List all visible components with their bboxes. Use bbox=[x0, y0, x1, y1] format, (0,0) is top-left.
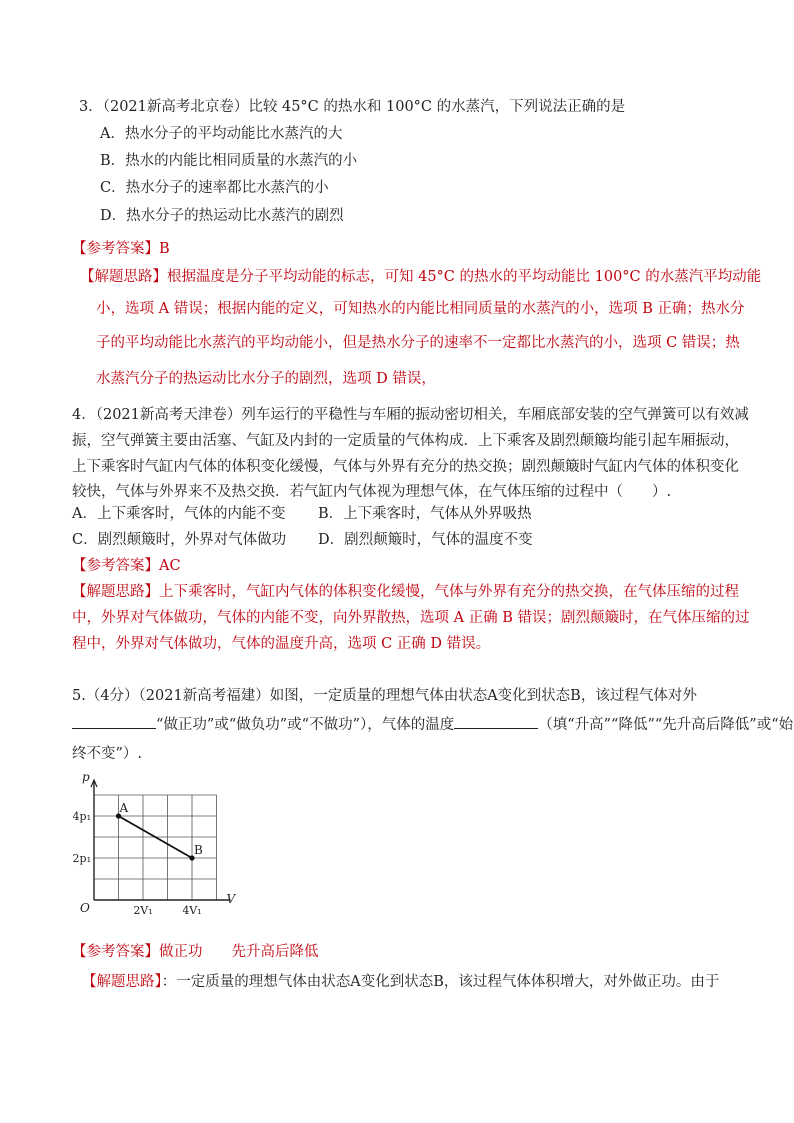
chart-labels bbox=[73, 770, 237, 917]
q3-analysis-line-1 bbox=[80, 265, 761, 286]
q5-answer bbox=[72, 940, 319, 961]
state-label-b: B bbox=[194, 843, 203, 857]
answer-blank-2[interactable] bbox=[454, 714, 538, 729]
x-tick-label: 2V₁ bbox=[133, 904, 153, 917]
q4-analysis-line-1 bbox=[72, 580, 739, 601]
q4-option-c: C．剧烈颠簸时，外界对气体做功 bbox=[72, 532, 287, 548]
q4-stem-line-2: 振，空气弹簧主要由活塞、气缸及内封的一定质量的气体构成．上下乘客及剧烈颠簸均能引起车厢振动， bbox=[72, 433, 739, 449]
analysis-label: 【解题思路】 bbox=[80, 269, 167, 285]
q5-analysis-line-1 bbox=[82, 970, 719, 991]
answer-label: 【参考答案】 bbox=[72, 241, 159, 257]
q5-stem-part-b: （填“升高”“降低”“先升高后降低”或“始 bbox=[538, 717, 794, 733]
x-tick-label: 4V₁ bbox=[182, 904, 202, 917]
q3-option-a: A．热水分子的平均动能比水蒸汽的大 bbox=[100, 126, 343, 142]
x-axis-label: V bbox=[226, 892, 236, 906]
answer-value: B bbox=[159, 241, 170, 257]
q5-stem-line-3: 终不变”）. bbox=[72, 746, 143, 762]
q5-stem-line-2 bbox=[72, 713, 793, 734]
q5-stem-part-a: “做正功”或“做负功”或“不做功”），气体的温度 bbox=[156, 717, 455, 733]
state-label-a: A bbox=[119, 801, 129, 815]
q4-analysis-line-2: 中，外界对气体做功，气体的内能不变，向外界散热，选项 A 正确 B 错误；剧烈颠簸时，在气体压缩的过 bbox=[72, 610, 750, 626]
analysis-label: 【解题思路】 bbox=[82, 974, 162, 990]
q4-option-b: B．上下乘客时，气体从外界吸热 bbox=[318, 506, 532, 522]
analysis-text: 根据温度是分子平均动能的标志，可知 45°C 的热水的平均动能比 100°C 的水蒸汽平均动能 bbox=[167, 269, 762, 285]
q4-option-d: D．剧烈颠簸时，气体的温度不变 bbox=[318, 532, 533, 548]
answer-value: 做正功 先升高后降低 bbox=[159, 944, 319, 960]
y-tick-label: 4p₁ bbox=[72, 810, 91, 823]
analysis-label: 【解题思路】 bbox=[72, 584, 159, 600]
analysis-text: ：一定质量的理想气体由状态A变化到状态B，该过程气体体积增大，对外做正功。由于 bbox=[161, 974, 720, 990]
q4-stem-line-3: 上下乘客时气缸内气体的体积变化缓慢，气体与外界有充分的热交换；剧烈颠簸时气缸内气体的体积变化 bbox=[72, 459, 739, 475]
y-tick-label: 2p₁ bbox=[72, 852, 91, 865]
answer-label: 【参考答案】 bbox=[72, 944, 159, 960]
q3-answer bbox=[72, 237, 170, 258]
pv-diagram bbox=[68, 770, 236, 917]
q4-answer bbox=[72, 554, 181, 575]
answer-value: AC bbox=[159, 558, 181, 574]
q4-stem-line-4: 较快，气体与外界来不及热交换．若气缸内气体视为理想气体，在气体压缩的过程中（ ）. bbox=[72, 484, 672, 500]
origin-label: O bbox=[80, 901, 90, 915]
q3-stem: 3．（2021新高考北京卷）比较 45°C 的热水和 100°C 的水蒸汽，下列说法正确的是 bbox=[79, 99, 626, 115]
q3-option-c: C．热水分子的速率都比水蒸汽的小 bbox=[100, 180, 329, 196]
q3-analysis-line-3: 子的平均动能比水蒸汽的平均动能小，但是热水分子的速率不一定都比水蒸汽的小，选项 C 错误；热 bbox=[96, 335, 740, 351]
q4-stem-line-1: 4．（2021新高考天津卷）列车运行的平稳性与车厢的振动密切相关，车厢底部安装的空气弹簧可以有效减 bbox=[72, 407, 749, 423]
q5-stem-line-1: 5.（4分）（2021新高考福建）如图，一定质量的理想气体由状态A变化到状态B，该过程气体对外 bbox=[72, 688, 697, 704]
y-axis-label: p bbox=[82, 770, 90, 784]
q4-option-a: A．上下乘客时，气体的内能不变 bbox=[72, 506, 286, 522]
q3-analysis-line-2: 小，选项 A 错误；根据内能的定义，可知热水的内能比相同质量的水蒸汽的小，选项 B 正确；热水分 bbox=[96, 301, 745, 317]
answer-label: 【参考答案】 bbox=[72, 558, 159, 574]
q3-option-d: D．热水分子的热运动比水蒸汽的剧烈 bbox=[100, 208, 344, 224]
q4-analysis-line-3: 程中，外界对气体做功，气体的温度升高，选项 C 正确 D 错误。 bbox=[72, 636, 491, 652]
q3-analysis-line-4: 水蒸汽分子的热运动比水分子的剧烈，选项 D 错误， bbox=[96, 371, 436, 387]
answer-blank-1[interactable] bbox=[72, 714, 156, 729]
analysis-text: 上下乘客时，气缸内气体的体积变化缓慢，气体与外界有充分的热交换，在气体压缩的过程 bbox=[159, 584, 739, 600]
q3-option-b: B．热水的内能比相同质量的水蒸汽的小 bbox=[100, 153, 358, 169]
